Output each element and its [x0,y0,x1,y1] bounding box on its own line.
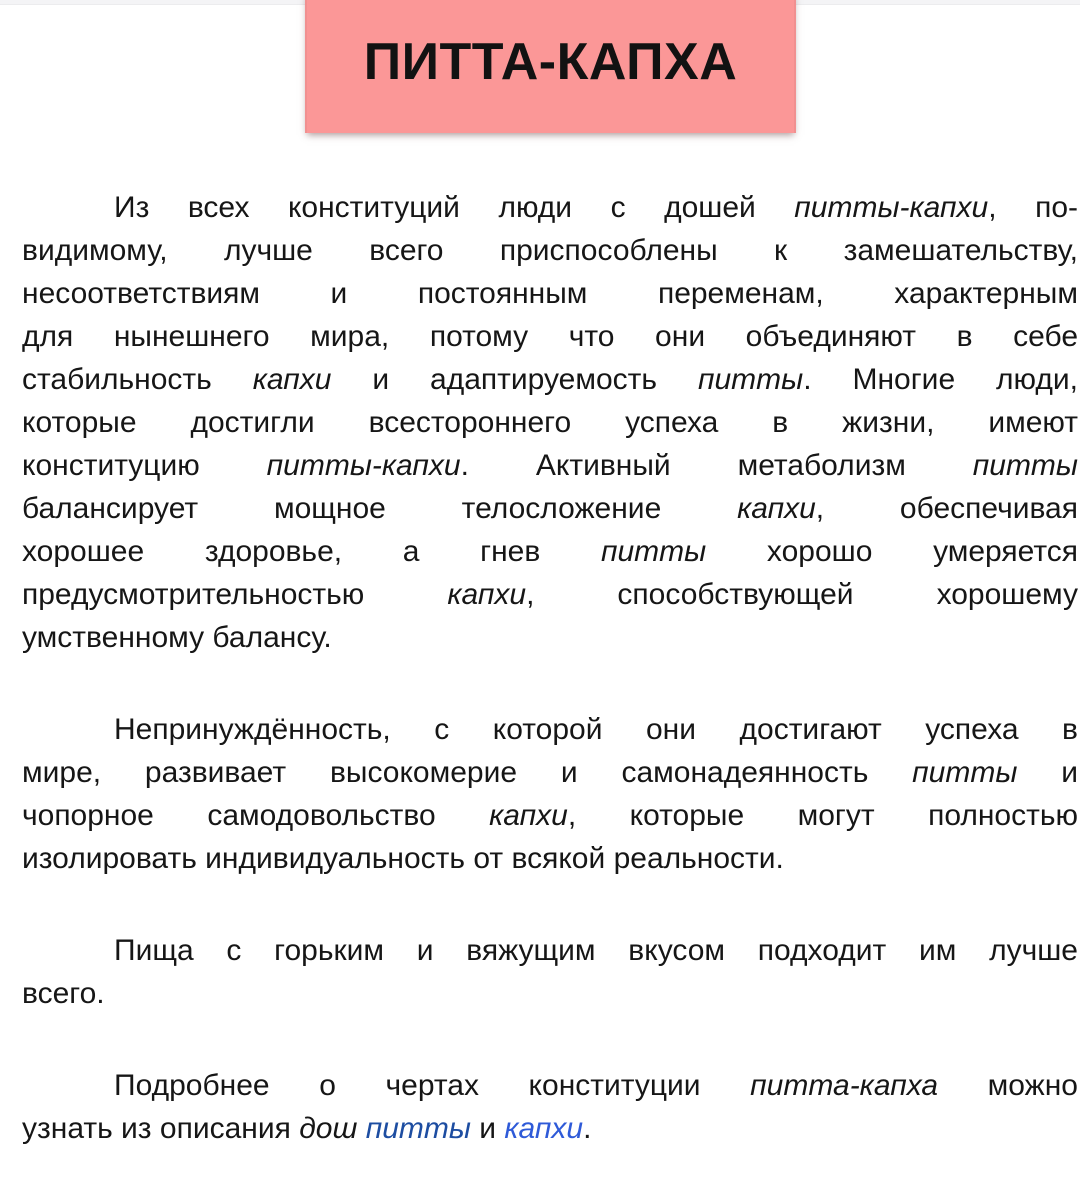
text-run: питты [972,449,1078,482]
text-line [22,358,1078,401]
text-run: предусмотрительностью [22,578,448,611]
text-line [22,272,1078,315]
text-line [22,530,1078,573]
text-run: Подробнее о чертах конституции [114,1069,751,1102]
text-run: стабильность [22,363,253,396]
paragraph [22,708,1078,880]
text-line [22,837,1078,880]
text-run: которые достигли всестороннего успеха в жизни, имеют [22,406,1078,439]
text-run: чопорное самодовольство [22,799,490,832]
text-run: мире, развивает высокомерие и самонадеянность [22,756,913,789]
text-run: конституцию [22,449,267,482]
text-run: питты-капхи [794,191,989,224]
text-line [22,708,1078,751]
text-run: капхи [737,492,816,525]
text-run: умственному балансу. [22,621,332,654]
text-run: дош [299,1112,358,1145]
paragraph [22,929,1078,1015]
text-run: несоответствиям и постоянным переменам, характерным [22,277,1078,310]
text-run [357,1112,365,1145]
text-run: хорошее здоровье, а гнев [22,535,601,568]
text-run: видимому, лучше всего приспособлены к замешательству, [22,234,1078,267]
paragraph [22,186,1078,659]
text-run: , по- [988,191,1078,224]
text-run: , которые могут полностью [567,799,1078,832]
text-run: и [1017,756,1078,789]
text-run: питты [697,363,804,396]
text-line [22,794,1078,837]
text-line [22,186,1078,229]
text-run: капхи [489,799,568,832]
text-line [22,972,1078,1015]
text-run: капхи [447,578,527,611]
text-run: , способствующей хорошему [526,578,1078,611]
text-run: хорошо умеряется [706,535,1078,568]
text-line [22,229,1078,272]
text-line [22,929,1078,972]
text-line [22,1107,1078,1150]
text-line [22,751,1078,794]
text-run: питта-капха [750,1069,939,1102]
paragraph [22,1064,1078,1150]
chapter-title: ПИТТА-КАПХА [363,32,738,91]
text-line [22,401,1078,444]
text-run: . [583,1112,592,1145]
text-run: . Активный метаболизм [460,449,973,482]
chapter-title-box [305,0,796,133]
text-line [22,487,1078,530]
text-line [22,616,1078,659]
text-run: Из всех конституций люди с дошей [114,191,795,224]
text-run: можно [938,1069,1078,1102]
text-line [22,444,1078,487]
text-line [22,1064,1078,1107]
text-run: , обеспечивая [815,492,1078,525]
text-run: Пища с горьким и вяжущим вкусом подходит им лучше [114,934,1078,967]
text-run: балансирует мощное телосложение [22,492,738,525]
text-line [22,315,1078,358]
link-pitta[interactable]: питты [365,1112,471,1145]
text-run: всего. [22,977,105,1010]
text-run: питты-капхи [266,449,461,482]
text-run: питты [600,535,707,568]
text-run: и [470,1112,505,1145]
text-run: изолировать индивидуальность от всякой реальности. [22,842,784,875]
link-kapha[interactable]: капхи [504,1112,584,1145]
text-run: и адаптируемость [331,363,698,396]
text-line [22,573,1078,616]
text-run: узнать из описания [22,1112,300,1145]
text-run: для нынешнего мира, потому что они объединяют в себе [22,320,1078,353]
text-run: . Многие люди, [803,363,1078,396]
text-run: Непринуждённость, с которой они достигают успеха в [114,713,1078,746]
text-run: капхи [252,363,332,396]
text-run: питты [912,756,1018,789]
